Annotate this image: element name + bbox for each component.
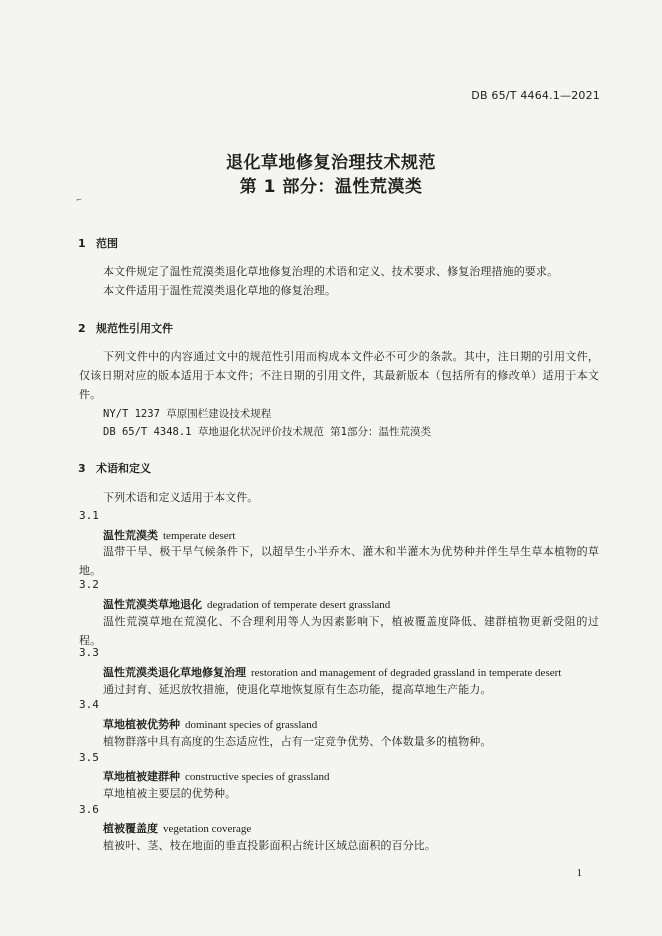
term-english: dominant species of grassland — [185, 719, 318, 731]
section-heading-scope — [78, 235, 118, 251]
term-chinese: 温性荒漠类 — [103, 529, 158, 542]
term-entry — [103, 768, 329, 784]
term-chinese: 草地植被建群种 — [103, 770, 180, 783]
term-english: temperate desert — [163, 530, 236, 542]
term-chinese: 草地植被优势种 — [103, 718, 180, 731]
term-entry — [103, 664, 561, 680]
term-definition: 通过封育、延迟放牧措施，使退化草地恢复原有生态功能，提高草地生产能力。 — [103, 683, 492, 696]
term-chinese: 植被覆盖度 — [103, 822, 158, 835]
section-number: 3 — [78, 462, 86, 475]
term-number: 3.1 — [79, 509, 99, 522]
section-title: 规范性引用文件 — [96, 322, 173, 335]
section-number: 1 — [78, 237, 86, 250]
term-definition: 草地植被主要层的优势种。 — [103, 787, 237, 800]
section-heading-normative — [78, 320, 173, 336]
term-definition: 植被叶、茎、枝在地面的垂直投影面积占统计区域总面积的百分比。 — [103, 839, 436, 852]
section-heading-terms — [78, 460, 151, 476]
normative-reference: NY/T 1237 草原围栏建设技术规程 — [103, 408, 272, 420]
scope-paragraph-2: 本文件适用于温性荒漠类退化草地的修复治理。 — [103, 284, 337, 297]
term-number: 3.6 — [79, 803, 99, 816]
term-definition: 温性荒漠草地在荒漠化、不合理利用等人为因素影响下，植被覆盖度降低、建群植物更新受阻的过程。 — [79, 615, 599, 647]
document-title: 退化草地修复治理技术规范 — [226, 153, 436, 173]
scan-mark: ⌐ — [76, 196, 82, 204]
term-english: constructive species of grassland — [185, 771, 330, 783]
normative-intro-paragraph: 下列文件中的内容通过文中的规范性引用而构成本文件必不可少的条款。其中，注日期的引用文件，仅该日期对应的版本适用于本文件；不注日期的引用文件，其最新版本（包括所有的修改单）适用于本文件。 — [79, 350, 599, 401]
term-entry — [103, 716, 317, 732]
term-number: 3.5 — [79, 751, 99, 764]
document-subtitle: 第 1 部分：温性荒漠类 — [239, 177, 423, 197]
term-chinese: 温性荒漠类退化草地修复治理 — [103, 666, 246, 679]
document-code: DB 65/T 4464.1—2021 — [471, 89, 600, 102]
term-number: 3.4 — [79, 698, 99, 711]
term-chinese: 温性荒漠类草地退化 — [103, 598, 202, 611]
term-definition: 温带干旱、极干旱气候条件下，以超旱生小半乔木、灌木和半灌木为优势种并伴生旱生草本植物的草地。 — [79, 545, 599, 577]
term-english: vegetation coverage — [163, 823, 252, 835]
term-number: 3.2 — [79, 578, 99, 591]
term-entry — [103, 820, 251, 836]
normative-reference: DB 65/T 4348.1 草地退化状况评价技术规范 第1部分：温性荒漠类 — [103, 426, 431, 438]
scope-paragraph-1: 本文件规定了温性荒漠类退化草地修复治理的术语和定义、技术要求、修复治理措施的要求。 — [103, 265, 559, 278]
section-title: 术语和定义 — [96, 462, 151, 475]
term-entry — [103, 596, 390, 612]
section-number: 2 — [78, 322, 86, 335]
term-definition: 植物群落中具有高度的生态适应性，占有一定竞争优势、个体数量多的植物种。 — [103, 735, 492, 748]
page-number: 1 — [576, 867, 582, 879]
term-english: degradation of temperate desert grassland — [207, 599, 391, 611]
section-title: 范围 — [96, 237, 118, 250]
term-english: restoration and management of degraded grassland in temperate desert — [251, 667, 562, 679]
term-entry — [103, 527, 235, 543]
term-number: 3.3 — [79, 646, 99, 659]
terms-intro-paragraph: 下列术语和定义适用于本文件。 — [103, 491, 259, 504]
